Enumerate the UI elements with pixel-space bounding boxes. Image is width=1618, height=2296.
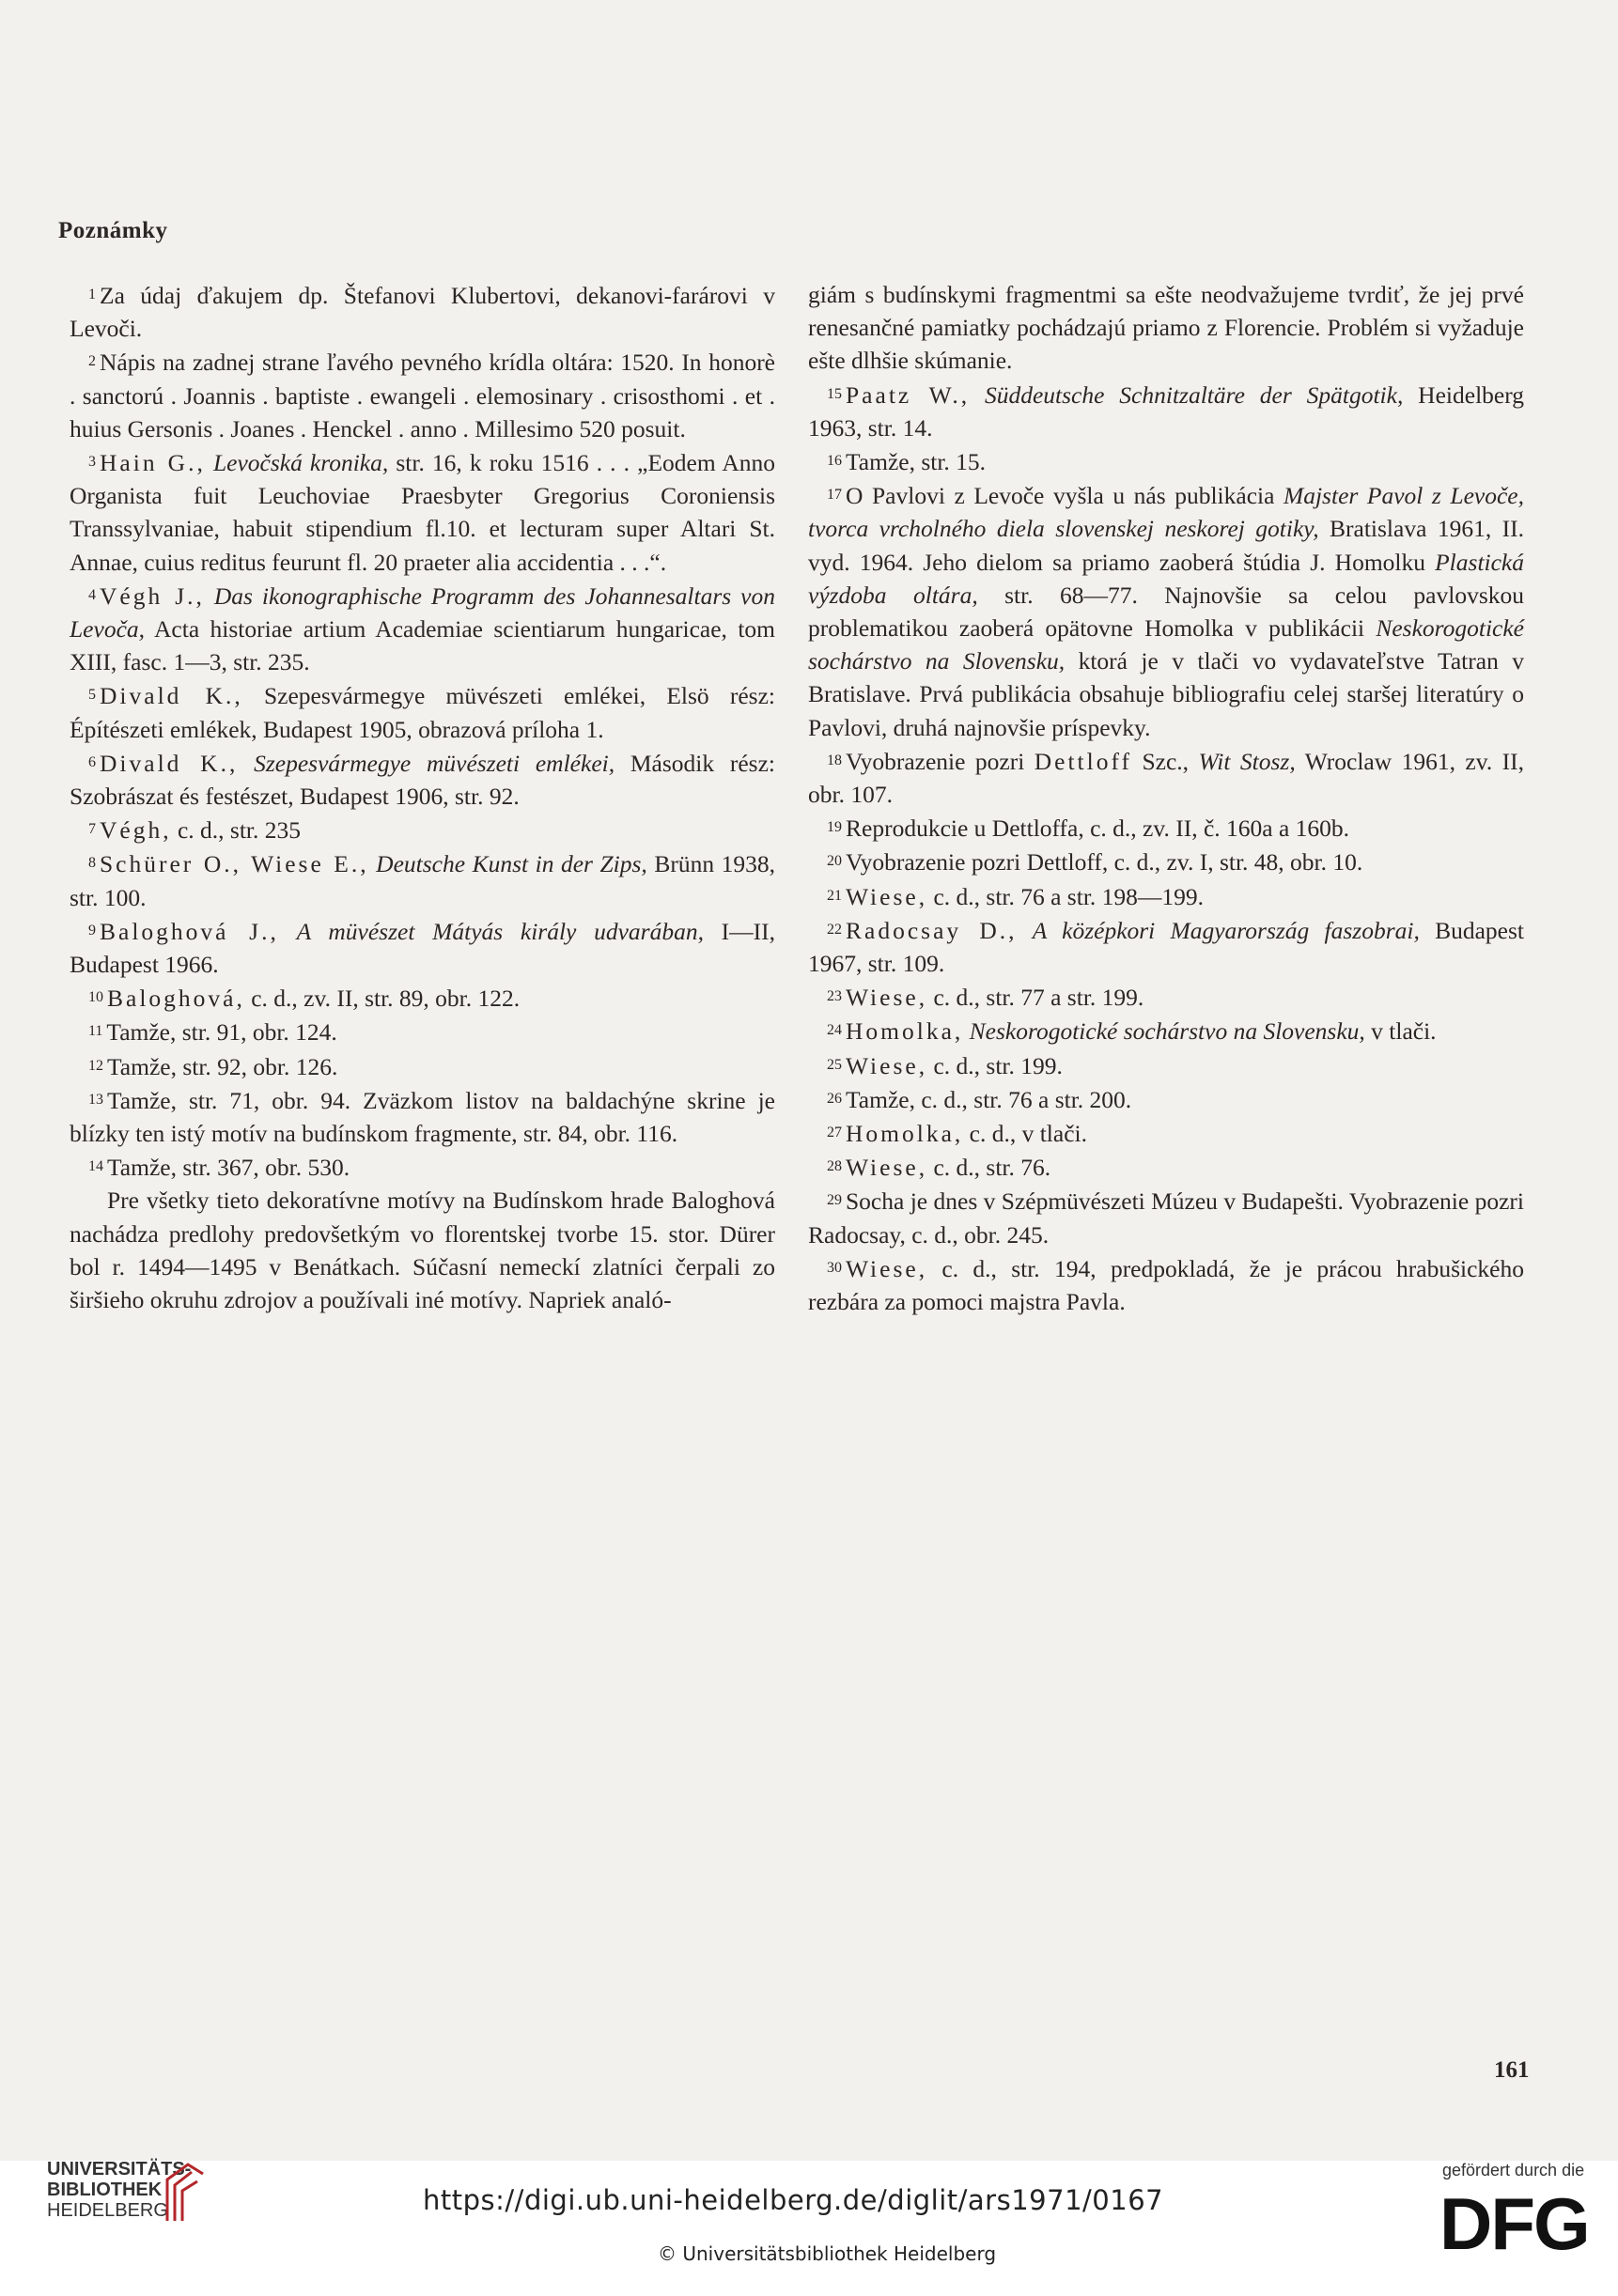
- footnote-16: $^{16}$ Tamže, str. 15.: [827, 448, 987, 476]
- footnote-30: $^{30}$ Wiese, c. d., str. 194, predpokladá, že je prácou hrabušického rezbára za pomoci majstra Pavla.: [808, 1254, 1524, 1316]
- library-name-line-2: BIBLIOTHEK: [47, 2180, 163, 2200]
- footnote-8: $^8$ Schürer O., Wiese E., Deutsche Kunst in der Zips, Brünn 1938, str. 100.: [70, 850, 775, 911]
- footnote-10: $^{10}$ Baloghová, c. d., zv. II, str. 89, obr. 122.: [88, 985, 521, 1013]
- library-emblem-icon: [160, 2161, 207, 2223]
- footnote-28: $^{28}$ Wiese, c. d., str. 76.: [827, 1154, 1051, 1182]
- footnote-14: $^{14}$ Tamže, str. 367, obr. 530.: [88, 1154, 350, 1182]
- copyright-notice: © Universitätsbibliothek Heidelberg: [658, 2242, 997, 2265]
- library-name-line-1: UNIVERSITÄTS-: [47, 2159, 192, 2180]
- section-heading: Poznámky: [58, 218, 168, 243]
- footnote-11: $^{11}$ Tamže, str. 91, obr. 124.: [88, 1018, 337, 1047]
- footnote-21: $^{21}$ Wiese, c. d., str. 76 a str. 198—199.: [827, 882, 1205, 910]
- footnote-17: $^{17}$ O Pavlovi z Levoče vyšla u nás publikácia Majster Pavol z Levoče, tvorca vrcholného diela slovenskej neskorej gotiky, Bratislava 1961, II. vyd. 1964. Jeho dielom sa priamo zaoberá štúdia J. Homolku Plastická výzdoba oltára, str. 68—77. Najnovšie sa celou pavlovskou problematikou zaoberá opätovne Homolka v publikácii Neskorogotické sochárstvo na Slovensku, ktorá je v tlači vo vydavateľstve Tatran v Bratislave. Prvá publikácia obsahuje bibliografiu celej staršej literatúry o Pavlovi, druhá najnovšie príspevky.: [808, 482, 1524, 741]
- footnote-15: $^{15}$ Paatz W., Süddeutsche Schnitzaltäre der Spätgotik, Heidelberg 1963, str. 14.: [808, 380, 1525, 442]
- footnote-12: $^{12}$ Tamže, str. 92, obr. 126.: [88, 1052, 338, 1080]
- footnote-26: $^{26}$ Tamže, c. d., str. 76 a str. 200.: [827, 1085, 1132, 1113]
- footnote-3: $^3$ Hain G., Levočská kronika, str. 16, k roku 1516 . . . „Eodem Anno Organista fuit Leuchoviae Praesbyter Gregorius Coroniensis Transsylvaniae, habuit stipendium fl.10. et lecturam super Altari St. Annae, cuius reditus feurunt fl. 20 praeter alia accidentia . . .“.: [70, 449, 776, 576]
- permalink-url[interactable]: https://digi.ub.uni-heidelberg.de/diglit/ars1971/0167: [423, 2184, 1164, 2216]
- footnote-23: $^{23}$ Wiese, c. d., str. 77 a str. 199.: [827, 984, 1144, 1012]
- page-number: 161: [1494, 2057, 1530, 2083]
- footnote-20: $^{20}$ Vyobrazenie pozri Dettloff, c. d., zv. I, str. 48, obr. 10.: [827, 848, 1363, 877]
- footnote-27: $^{27}$ Homolka, c. d., v tlači.: [827, 1120, 1087, 1148]
- digitization-footer: [0, 2161, 1618, 2296]
- footnote-5: $^5$ Divald K., Szepesvármegye müvészeti emlékei, Elsö rész: Építészeti emlékek, Budapest 1905, obrazová príloha 1.: [70, 682, 775, 743]
- footnote-4: $^4$ Végh J., Das ikonographische Programm des Johannesaltars von Levoča, Acta historiae artium Academiae scientiarum hungaricae, tom XIII, fasc. 1—3, str. 235.: [70, 582, 775, 676]
- footnote-2: $^2$ Nápis na zadnej strane ľavého pevného krídla oltára: 1520. In honorè . sanctorú . Joannis . baptiste . ewangeli . elemosinary . crisosthomi . et . huius Gersonis . Joanes . Henckel . anno . Millesimo 520 posuit.: [70, 349, 775, 442]
- footnote-1: $^1$ Za údaj ďakujem dp. Štefanovi Klubertovi, dekanovi-farárovi v Levoči.: [70, 282, 775, 343]
- footnote-25: $^{25}$ Wiese, c. d., str. 199.: [827, 1051, 1063, 1079]
- footnote-24: $^{24}$ Homolka, Neskorogotické sochárstvo na Slovensku, v tlači.: [827, 1017, 1437, 1046]
- footnote-18: $^{18}$ Vyobrazenie pozri Dettloff Szc., Wit Stosz, Wroclaw 1961, zv. II, obr. 107.: [808, 747, 1524, 809]
- footnote-13: $^{13}$ Tamže, str. 71, obr. 94. Zväzkom listov na baldachýne skrine je blízky ten istý motív na budínskom fragmente, str. 84, obr. 116.: [70, 1086, 775, 1148]
- footnote-7: $^7$ Végh, c. d., str. 235: [88, 816, 302, 845]
- body-paragraph: Pre všetky tieto dekoratívne motívy na Budínskom hrade Baloghová nachádza predlohy predovšetkým vo florentskej tvorbe 15. stor. Dürer bol r. 1494—1495 v Benátkach. Súčasní nemeckí zlatníci čerpali zo širšieho okruhu zdrojov a používali iné motívy. Napriek analó-: [70, 1187, 775, 1314]
- footnote-19: $^{19}$ Reprodukcie u Dettloffa, c. d., zv. II, č. 160a a 160b.: [827, 814, 1350, 843]
- right-column: [808, 278, 1524, 1318]
- footnote-29: $^{29}$ Socha je dnes v Szépmüvészeti Múzeu v Budapešti. Vyobrazenie pozri Radocsay, c. d., obr. 245.: [808, 1187, 1524, 1249]
- library-name-line-3: HEIDELBERG: [47, 2200, 168, 2221]
- left-column: [70, 278, 775, 1316]
- dfg-logo[interactable]: DFG: [1439, 2182, 1589, 2265]
- paragraph-continuation: giám s budínskymi fragmentmi sa ešte neodvažujeme tvrdiť, že jej prvé renesančné pamiatky pochádzajú priamo z Florencie. Problém si vyžaduje ešte dlhšie skúmanie.: [808, 281, 1524, 375]
- footnote-6: $^6$ Divald K., Szepesvármegye müvészeti emlékei, Második rész: Szobrászat és festészet, Budapest 1906, str. 92.: [70, 749, 776, 811]
- funding-label: gefördert durch die: [1442, 2161, 1585, 2180]
- footnote-22: $^{22}$ Radocsay D., A középkori Magyarország faszobrai, Budapest 1967, str. 109.: [808, 916, 1524, 978]
- footnote-9: $^9$ Baloghová J., A müvészet Mátyás király udvarában, I—II, Budapest 1966.: [70, 917, 776, 979]
